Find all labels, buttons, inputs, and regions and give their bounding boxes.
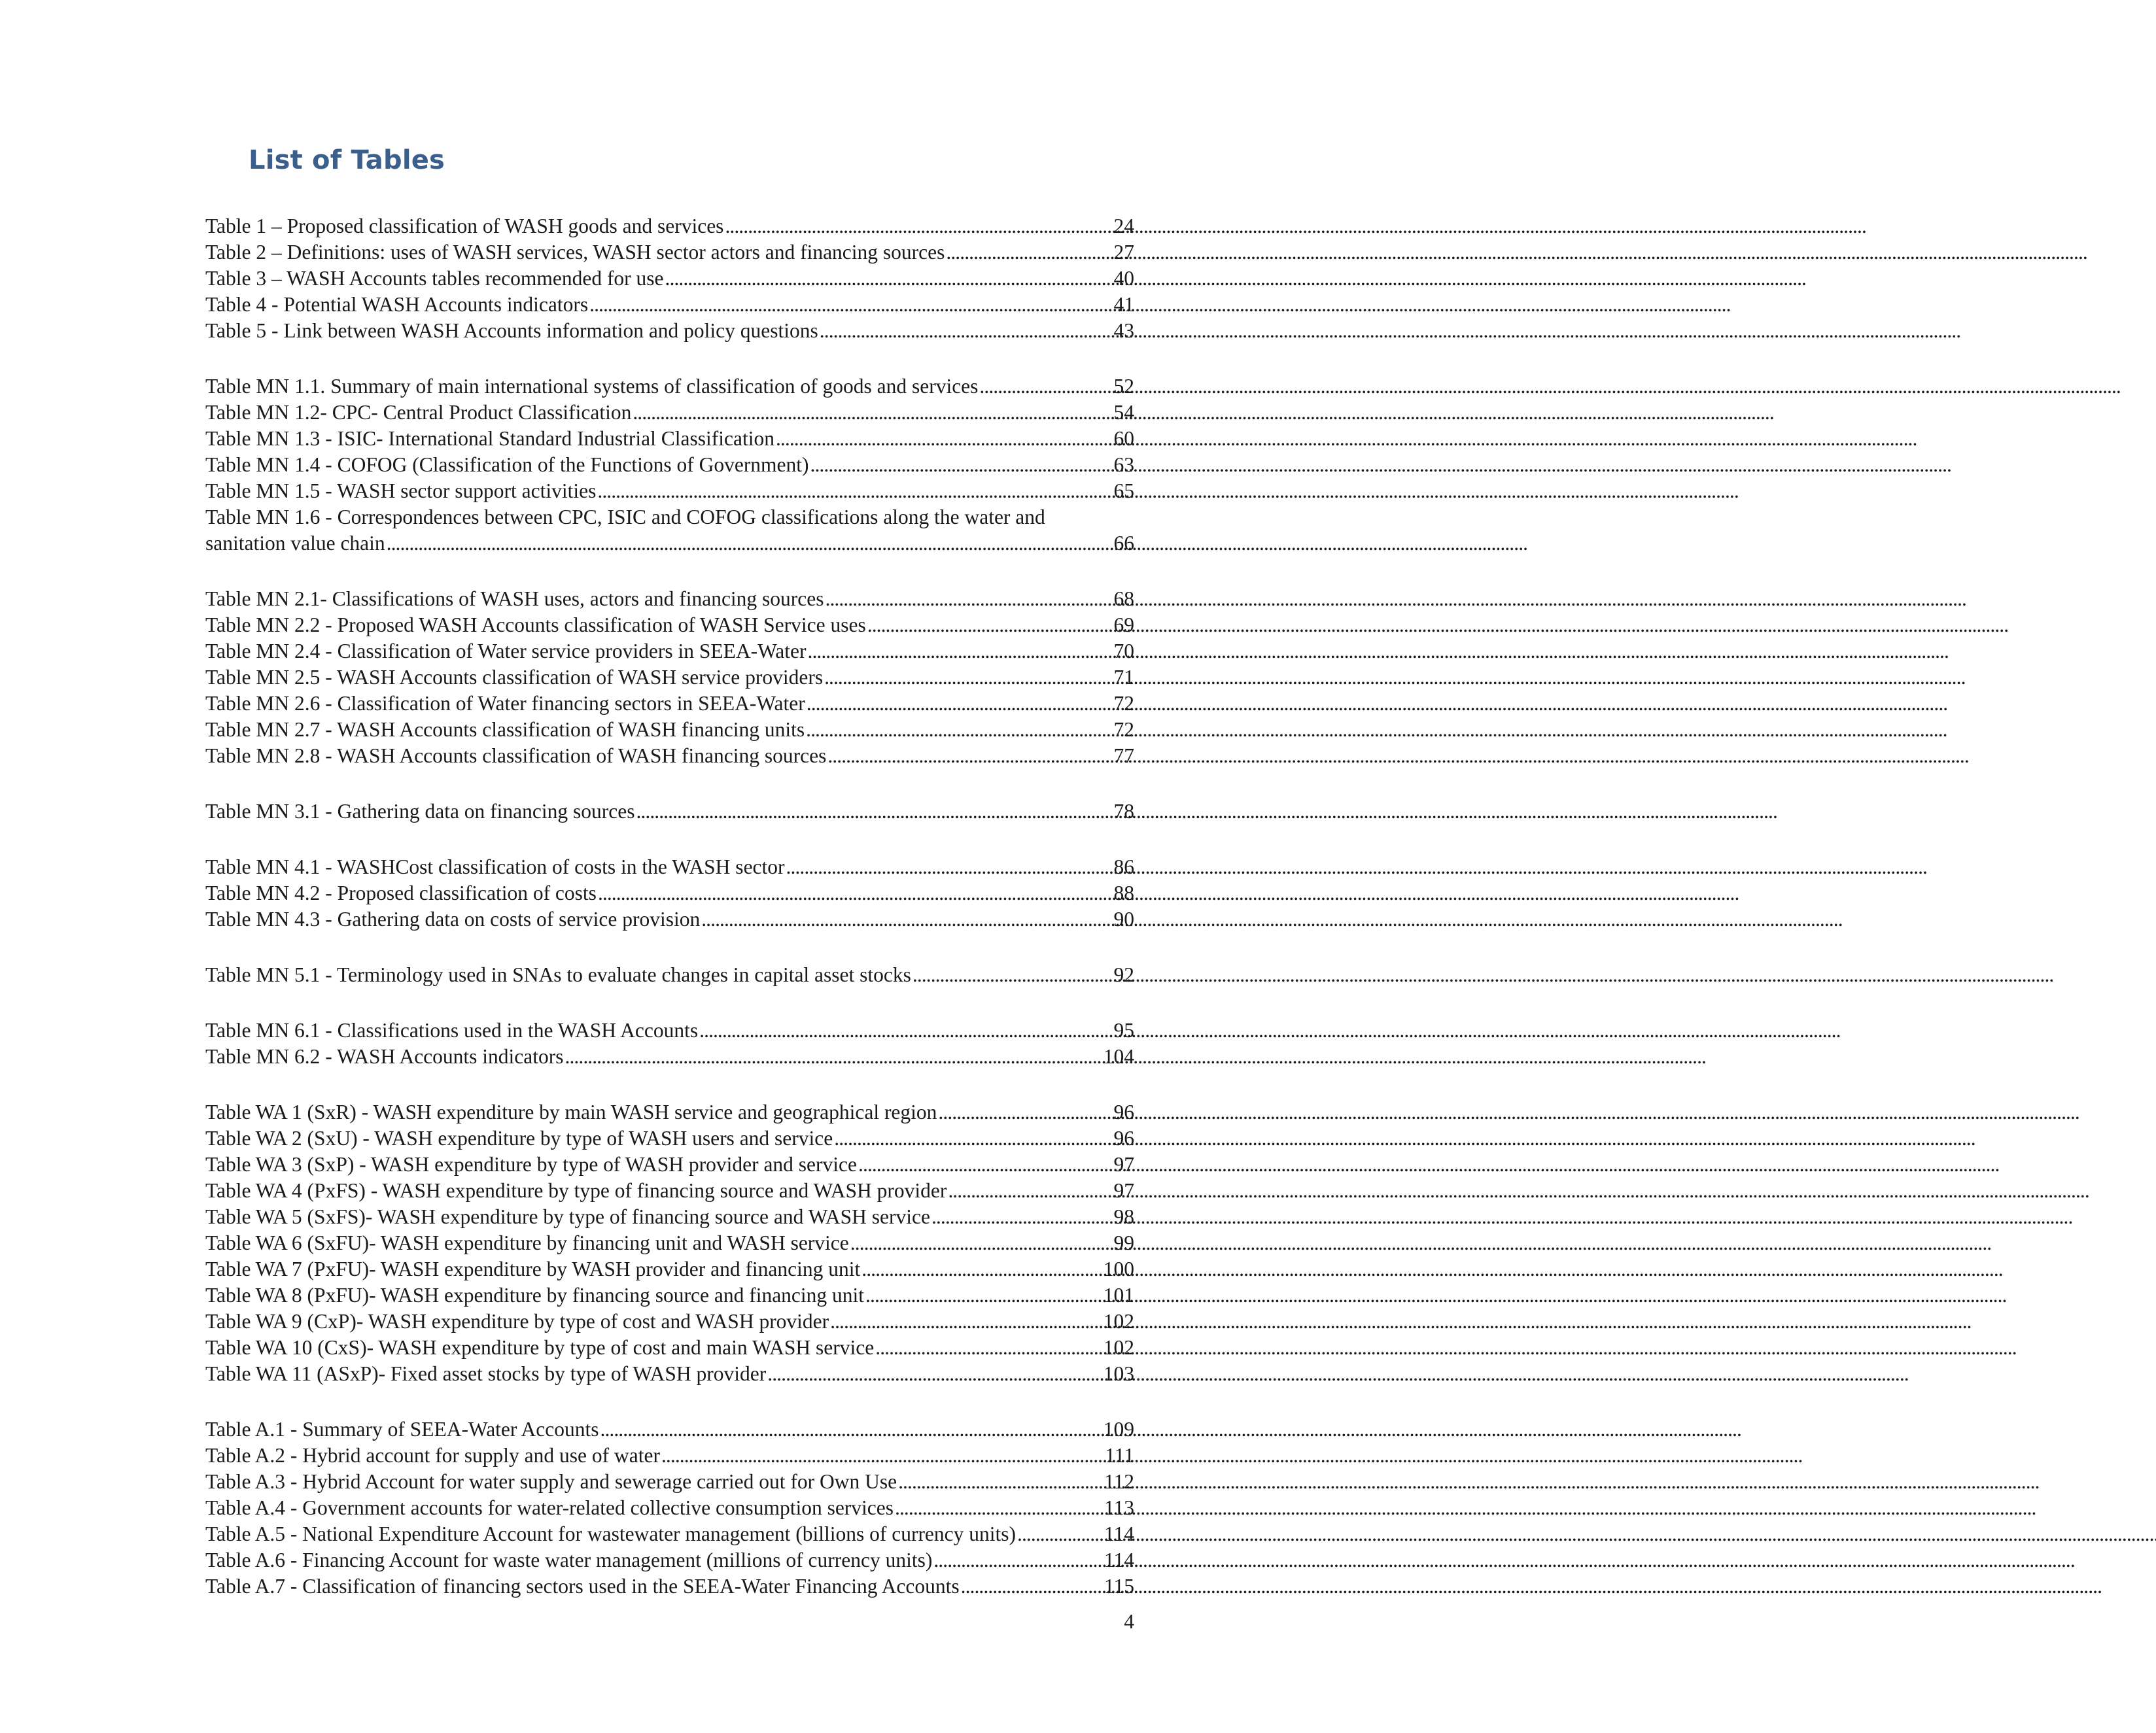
toc-entry-page: 97	[1113, 1153, 1134, 1176]
toc-entry-page: 96	[1113, 1101, 1134, 1124]
toc-group	[205, 1099, 1134, 1387]
toc-entry[interactable]	[205, 1469, 1134, 1495]
toc-group	[205, 798, 1134, 825]
toc-entry-page: 27	[1113, 241, 1134, 264]
toc-entry[interactable]	[205, 880, 1134, 906]
toc-entry[interactable]	[205, 691, 1134, 717]
dot-leader	[895, 1495, 1103, 1521]
dot-leader	[633, 400, 1112, 426]
dot-leader	[1017, 1521, 1103, 1547]
toc-entry-page: 68	[1113, 587, 1134, 610]
toc-entry-title: Table WA 6 (SxFU)- WASH expenditure by financing unit and WASH service	[205, 1231, 849, 1254]
toc-entry-title: Table WA 1 (SxR) - WASH expenditure by main WASH service and geographical region	[205, 1101, 937, 1124]
toc-entry-title: Table A.1 - Summary of SEEA-Water Accounts	[205, 1418, 599, 1441]
dot-leader	[636, 798, 1112, 825]
toc-entry-page: 100	[1103, 1258, 1134, 1280]
toc-entry[interactable]	[205, 373, 1134, 400]
dot-leader	[597, 478, 1112, 504]
toc-entry-title: Table WA 7 (PxFU)- WASH expenditure by WASH provider and financing unit	[205, 1258, 861, 1280]
toc-entry[interactable]	[205, 1309, 1134, 1335]
toc-entry[interactable]	[205, 586, 1134, 612]
toc-entry-title: Table MN 1.6 - Correspondences between CPC, ISIC and COFOG classifications along the water and	[205, 506, 1045, 528]
toc-entry-page: 54	[1113, 401, 1134, 424]
toc-entry[interactable]	[205, 1335, 1134, 1361]
toc-entry-title: Table WA 5 (SxFS)- WASH expenditure by type of financing source and WASH service	[205, 1205, 930, 1228]
toc-entry-page: 24	[1113, 214, 1134, 237]
dot-leader	[834, 1125, 1112, 1152]
dot-leader	[826, 586, 1113, 612]
toc-entry[interactable]	[205, 1178, 1134, 1204]
toc-entry-page: 92	[1113, 963, 1134, 986]
toc-entry-page: 95	[1113, 1019, 1134, 1042]
toc-entry-title: Table WA 9 (CxP)- WASH expenditure by type of cost and WASH provider	[205, 1310, 829, 1333]
dot-leader	[806, 717, 1112, 743]
toc-entry-title: Table A.4 - Government accounts for water-related collective consumption services	[205, 1496, 894, 1519]
toc-entry-page: 52	[1113, 375, 1134, 398]
dot-leader	[913, 962, 1113, 988]
dot-leader	[598, 880, 1113, 906]
toc-entry[interactable]	[205, 1573, 1134, 1600]
dot-leader	[827, 743, 1112, 769]
dot-leader	[861, 1256, 1102, 1282]
dot-leader	[808, 638, 1113, 664]
toc-entry-page: 114	[1104, 1522, 1134, 1545]
toc-entry-page: 69	[1113, 613, 1134, 636]
dot-leader	[946, 239, 1112, 266]
toc-group	[205, 373, 1134, 557]
page-number: 4	[1124, 1610, 1134, 1633]
toc-entry-continuation	[205, 530, 1134, 557]
toc-entry[interactable]	[205, 478, 1134, 504]
toc-entry[interactable]	[205, 1521, 1134, 1547]
dot-leader	[776, 426, 1113, 452]
toc-entry-page: 90	[1113, 908, 1134, 931]
toc-entry-title: Table 2 – Definitions: uses of WASH services, WASH sector actors and financing sources	[205, 241, 945, 264]
dot-leader	[665, 266, 1113, 292]
toc-entry-title: Table MN 2.4 - Classification of Water service providers in SEEA-Water	[205, 640, 807, 662]
dot-leader	[830, 1309, 1102, 1335]
toc-entry-page: 98	[1113, 1205, 1134, 1228]
toc-entry-page: 41	[1113, 293, 1134, 316]
toc-entry-page: 72	[1113, 692, 1134, 715]
toc-entry[interactable]	[205, 1282, 1134, 1309]
toc-entry-title: Table 3 – WASH Accounts tables recommended for use	[205, 267, 664, 290]
toc-entry-page: 86	[1113, 855, 1134, 878]
dot-leader	[387, 530, 1113, 557]
dot-leader	[850, 1230, 1113, 1256]
toc-entry-title: Table MN 4.3 - Gathering data on costs of service provision	[205, 908, 701, 931]
toc-entry-title: Table A.5 - National Expenditure Account for wastewater management (billions of currency units)	[205, 1522, 1017, 1545]
toc-entry[interactable]	[205, 504, 1134, 557]
toc-group	[205, 1018, 1134, 1070]
dot-leader	[767, 1361, 1102, 1387]
toc-entry-page: 71	[1113, 666, 1134, 689]
toc-entry-title: Table MN 4.1 - WASHCost classification of costs in the WASH sector	[205, 855, 785, 878]
toc-entry[interactable]	[205, 266, 1134, 292]
dot-leader	[898, 1469, 1103, 1495]
toc-entry[interactable]	[205, 1443, 1134, 1469]
toc-entry-page: 113	[1104, 1496, 1134, 1519]
toc-entry-title: Table A.2 - Hybrid account for supply and use of water	[205, 1444, 660, 1467]
list-of-tables	[205, 213, 1134, 1629]
toc-entry[interactable]	[205, 400, 1134, 426]
toc-entry[interactable]	[205, 1361, 1134, 1387]
toc-entry-page: 109	[1103, 1418, 1134, 1441]
toc-entry-title: Table MN 1.3 - ISIC- International Standard Industrial Classification	[205, 427, 774, 450]
toc-entry-page: 103	[1103, 1362, 1134, 1385]
toc-group	[205, 962, 1134, 988]
toc-entry-title: Table WA 4 (PxFS) - WASH expenditure by type of financing source and WASH provider	[205, 1179, 947, 1202]
toc-entry[interactable]	[205, 1099, 1134, 1125]
toc-entry-page: 99	[1113, 1231, 1134, 1254]
toc-entry-page: 78	[1113, 800, 1134, 823]
toc-group	[205, 854, 1134, 933]
toc-entry-page: 72	[1113, 718, 1134, 741]
dot-leader	[701, 906, 1112, 933]
dot-leader	[875, 1335, 1102, 1361]
toc-entry-title: Table MN 2.6 - Classification of Water financing sectors in SEEA-Water	[205, 692, 805, 715]
toc-entry[interactable]	[205, 1152, 1134, 1178]
toc-entry[interactable]	[205, 1547, 1134, 1573]
toc-entry-title: Table A.7 - Classification of financing sectors used in the SEEA-Water Financing Accounts	[205, 1575, 960, 1598]
toc-entry-title: Table MN 6.2 - WASH Accounts indicators	[205, 1045, 564, 1068]
toc-entry[interactable]	[205, 612, 1134, 638]
dot-leader	[810, 452, 1113, 478]
dot-leader	[820, 318, 1113, 344]
toc-entry-title: Table MN 2.1- Classifications of WASH uses, actors and financing sources	[205, 587, 824, 610]
toc-group	[205, 1416, 1134, 1600]
toc-entry-page: 63	[1113, 453, 1134, 476]
toc-entry[interactable]	[205, 854, 1134, 880]
toc-entry-title: Table MN 5.1 - Terminology used in SNAs to evaluate changes in capital asset stocks	[205, 963, 911, 986]
toc-entry-page: 115	[1104, 1575, 1134, 1598]
dot-leader	[565, 1044, 1102, 1070]
toc-entry-title: Table MN 2.7 - WASH Accounts classification of WASH financing units	[205, 718, 805, 741]
toc-entry-page: 102	[1103, 1336, 1134, 1359]
toc-entry-title: Table MN 1.2- CPC- Central Product Classification	[205, 401, 632, 424]
toc-entry-page: 114	[1104, 1549, 1134, 1571]
dot-leader	[807, 691, 1113, 717]
toc-entry[interactable]	[205, 962, 1134, 988]
dot-leader	[938, 1099, 1112, 1125]
dot-leader	[858, 1152, 1113, 1178]
dot-leader	[979, 373, 1112, 400]
toc-group	[205, 586, 1134, 769]
toc-entry-title: Table MN 1.5 - WASH sector support activities	[205, 479, 597, 502]
page-heading: List of Tables	[249, 145, 445, 175]
toc-entry-page: 96	[1113, 1127, 1134, 1150]
dot-leader	[867, 612, 1113, 638]
dot-leader	[933, 1547, 1103, 1573]
toc-entry-page: 101	[1103, 1284, 1134, 1307]
toc-entry-title: Table MN 2.5 - WASH Accounts classification of WASH service providers	[205, 666, 824, 689]
toc-entry[interactable]	[205, 1416, 1134, 1443]
toc-entry-page: 66	[1113, 532, 1134, 555]
toc-entry-page: 112	[1104, 1470, 1134, 1493]
dot-leader	[961, 1573, 1103, 1600]
toc-entry-page: 60	[1113, 427, 1134, 450]
dot-leader	[786, 854, 1113, 880]
toc-entry[interactable]	[205, 426, 1134, 452]
toc-entry-title: Table MN 2.8 - WASH Accounts classification of WASH financing sources	[205, 744, 827, 767]
toc-entry-title: Table MN 1.4 - COFOG (Classification of the Functions of Government)	[205, 453, 809, 476]
toc-entry[interactable]	[205, 213, 1134, 239]
toc-entry-title: Table 4 - Potential WASH Accounts indicators	[205, 293, 589, 316]
toc-group	[205, 213, 1134, 344]
toc-entry-title: Table WA 11 (ASxP)- Fixed asset stocks by type of WASH provider	[205, 1362, 767, 1385]
toc-entry[interactable]	[205, 318, 1134, 344]
toc-entry-title: Table MN 3.1 - Gathering data on financing sources	[205, 800, 635, 823]
toc-entry-title: Table A.3 - Hybrid Account for water supply and sewerage carried out for Own Use	[205, 1470, 897, 1493]
toc-entry[interactable]	[205, 638, 1134, 664]
toc-entry-page: 102	[1103, 1310, 1134, 1333]
toc-entry[interactable]	[205, 1044, 1134, 1070]
toc-entry[interactable]	[205, 1495, 1134, 1521]
toc-entry-title: Table MN 6.1 - Classifications used in the WASH Accounts	[205, 1019, 699, 1042]
dot-leader	[661, 1443, 1104, 1469]
toc-entry[interactable]	[205, 664, 1134, 691]
dot-leader	[931, 1204, 1113, 1230]
toc-entry-page: 40	[1113, 267, 1134, 290]
toc-entry-page: 111	[1105, 1444, 1134, 1467]
toc-entry[interactable]	[205, 292, 1134, 318]
toc-entry[interactable]	[205, 1018, 1134, 1044]
toc-entry-page: 88	[1113, 882, 1134, 904]
toc-entry-page: 77	[1113, 744, 1134, 767]
dot-leader	[865, 1282, 1102, 1309]
toc-entry[interactable]	[205, 1125, 1134, 1152]
toc-entry-title: Table WA 3 (SxP) - WASH expenditure by type of WASH provider and service	[205, 1153, 857, 1176]
toc-entry-title: Table WA 8 (PxFU)- WASH expenditure by financing source and financing unit	[205, 1284, 865, 1307]
toc-entry-page: 43	[1113, 319, 1134, 342]
toc-entry-title: Table WA 2 (SxU) - WASH expenditure by type of WASH users and service	[205, 1127, 833, 1150]
toc-entry-title: Table 1 – Proposed classification of WASH goods and services	[205, 214, 724, 237]
toc-entry-page: 104	[1103, 1045, 1134, 1068]
toc-entry-page: 65	[1113, 479, 1134, 502]
toc-entry[interactable]	[205, 452, 1134, 478]
toc-entry[interactable]	[205, 239, 1134, 266]
toc-entry-title: Table MN 2.2 - Proposed WASH Accounts classification of WASH Service uses	[205, 613, 866, 636]
toc-entry-title: Table WA 10 (CxS)- WASH expenditure by type of cost and main WASH service	[205, 1336, 875, 1359]
toc-entry[interactable]	[205, 717, 1134, 743]
dot-leader	[948, 1178, 1112, 1204]
dot-leader	[824, 664, 1112, 691]
dot-leader	[600, 1416, 1102, 1443]
toc-entry[interactable]	[205, 798, 1134, 825]
toc-entry[interactable]	[205, 1256, 1134, 1282]
toc-entry[interactable]	[205, 743, 1134, 769]
toc-entry-title: Table MN 4.2 - Proposed classification of costs	[205, 882, 597, 904]
dot-leader	[699, 1018, 1112, 1044]
toc-entry-page: 97	[1113, 1179, 1134, 1202]
toc-entry-page: 70	[1113, 640, 1134, 662]
toc-entry-title: Table A.6 - Financing Account for waste water management (millions of currency units)	[205, 1549, 933, 1571]
toc-entry[interactable]	[205, 1230, 1134, 1256]
toc-entry[interactable]	[205, 906, 1134, 933]
toc-entry-title: Table 5 - Link between WASH Accounts information and policy questions	[205, 319, 818, 342]
toc-entry[interactable]	[205, 1204, 1134, 1230]
dot-leader	[725, 213, 1112, 239]
toc-entry-title-continued: sanitation value chain	[205, 532, 385, 555]
toc-entry-title: Table MN 1.1. Summary of main international systems of classification of goods and services	[205, 375, 979, 398]
dot-leader	[589, 292, 1112, 318]
